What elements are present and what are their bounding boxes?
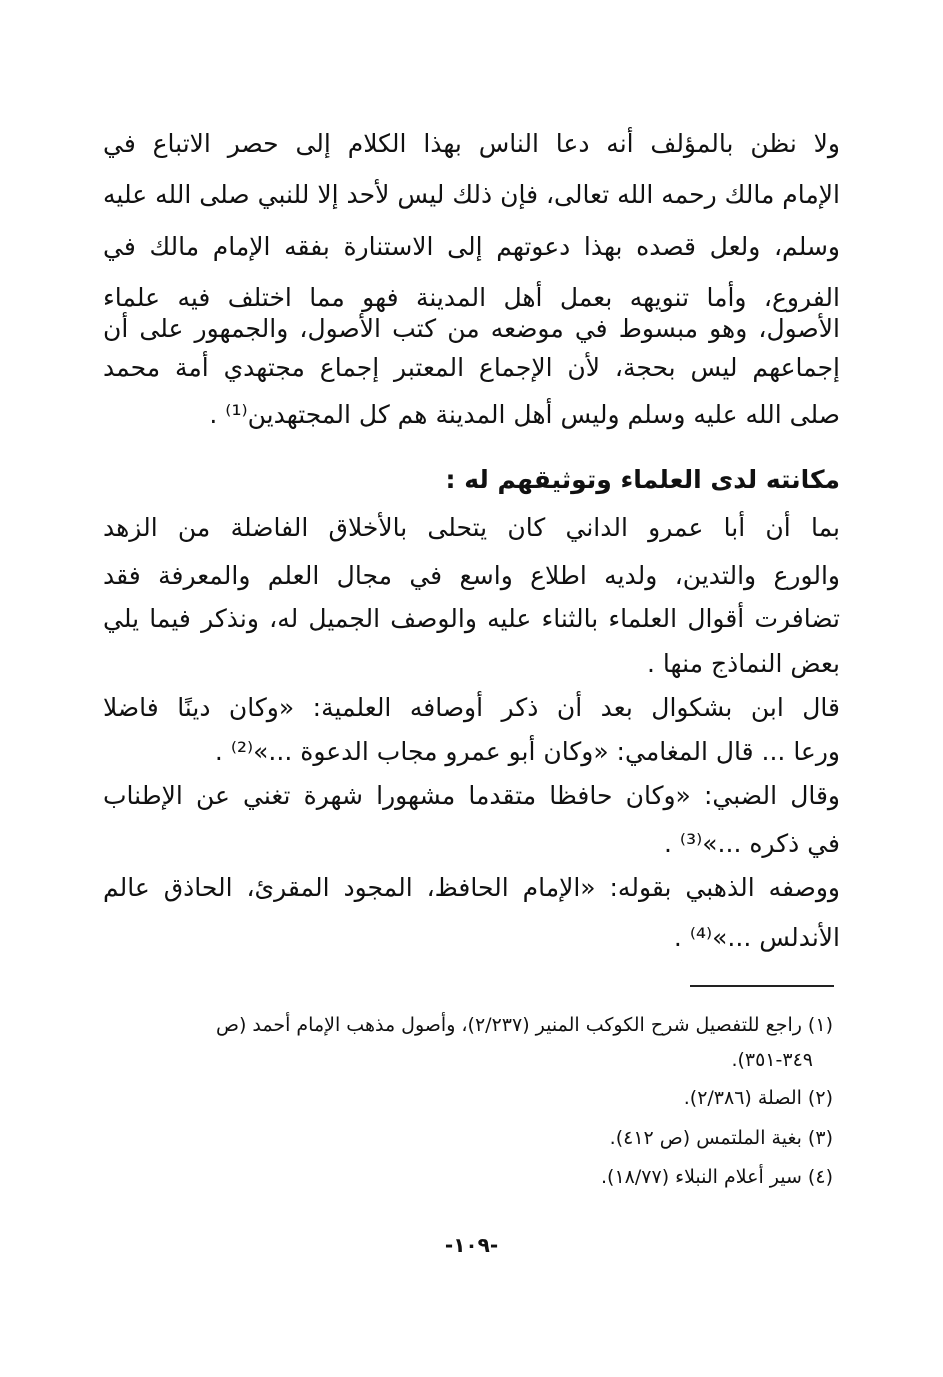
paragraph-1-line-3: وسلم، ولعل قصده بهذا دعوتهم إلى الاستنارة بفقه الإمام مالك في: [103, 232, 840, 261]
paragraph-3-line-2: ورعا ... قال المغامي: «وكان أبو عمرو مجاب الدعوة ...»⁽²⁾ .: [214, 737, 840, 766]
paragraph-1-line-7: صلى الله عليه وسلم وليس أهل المدينة هم كل المجتهدين⁽¹⁾ .: [209, 400, 840, 429]
paragraph-3-line-1: قال ابن بشكوال بعد أن ذكر أوصافه العلمية: «وكان دينًا فاضلا: [103, 693, 840, 722]
footnote-separator: [690, 985, 834, 987]
paragraph-2-line-2: والورع والتدين، ولديه اطلاع واسع في مجال العلم والمعرفة فقد: [103, 561, 840, 590]
paragraph-2-line-4: بعض النماذج منها .: [647, 649, 840, 678]
section-heading: مكانته لدى العلماء وتوثيقهم له :: [445, 465, 840, 494]
paragraph-2-line-3: تضافرت أقوال العلماء بالثناء عليه والوصف الجميل له، ونذكر فيما يلي: [103, 604, 840, 633]
page-number: -١٠٩-: [444, 1233, 499, 1257]
footnote-3: (٣) بغية الملتمس (ص ٤١٢).: [609, 1127, 833, 1149]
paragraph-4-line-2: في ذكره ...»⁽³⁾ .: [664, 829, 840, 858]
footnote-4: (٤) سير أعلام النبلاء (١٨/٧٧).: [601, 1166, 833, 1188]
paragraph-1-line-1: ولا نظن بالمؤلف أنه دعا الناس بهذا الكلام إلى حصر الاتباع في: [103, 129, 840, 158]
footnote-1-continuation: ٣٤٩-٣٥١).: [731, 1049, 813, 1071]
footnote-1: (١) راجع للتفصيل شرح الكوكب المنير (٢/٢٣٧)، وأصول مذهب الإمام أحمد (ص: [215, 1014, 833, 1036]
paragraph-5-line-2: الأندلس ...»⁽⁴⁾ .: [673, 923, 840, 952]
paragraph-5-line-1: ووصفه الذهبي بقوله: «الإمام الحافظ، المجود المقرئ، الحاذق عالم: [103, 873, 840, 902]
paragraph-1-line-5: الأصول، وهو مبسوط في موضعه من كتب الأصول، والجمهور على أن: [103, 314, 840, 343]
paragraph-2-line-1: بما أن أبا عمرو الداني كان يتحلى بالأخلاق الفاضلة من الزهد: [103, 513, 840, 542]
paragraph-1-line-4: الفروع، وأما تنويهه بعمل أهل المدينة فهو مما اختلف فيه علماء: [103, 283, 840, 312]
paragraph-4-line-1: وقال الضبي: «وكان حافظا متقدما مشهورا شهرة تغني عن الإطناب: [103, 781, 840, 810]
paragraph-1-line-6: إجماعهم ليس بحجة، لأن الإجماع المعتبر إجماع مجتهدي أمة محمد: [103, 353, 840, 382]
footnote-2: (٢) الصلة (٢/٣٨٦).: [683, 1087, 833, 1109]
paragraph-1-line-2: الإمام مالك رحمه الله تعالى، فإن ذلك ليس لأحد إلا للنبي صلى الله عليه: [103, 180, 840, 209]
